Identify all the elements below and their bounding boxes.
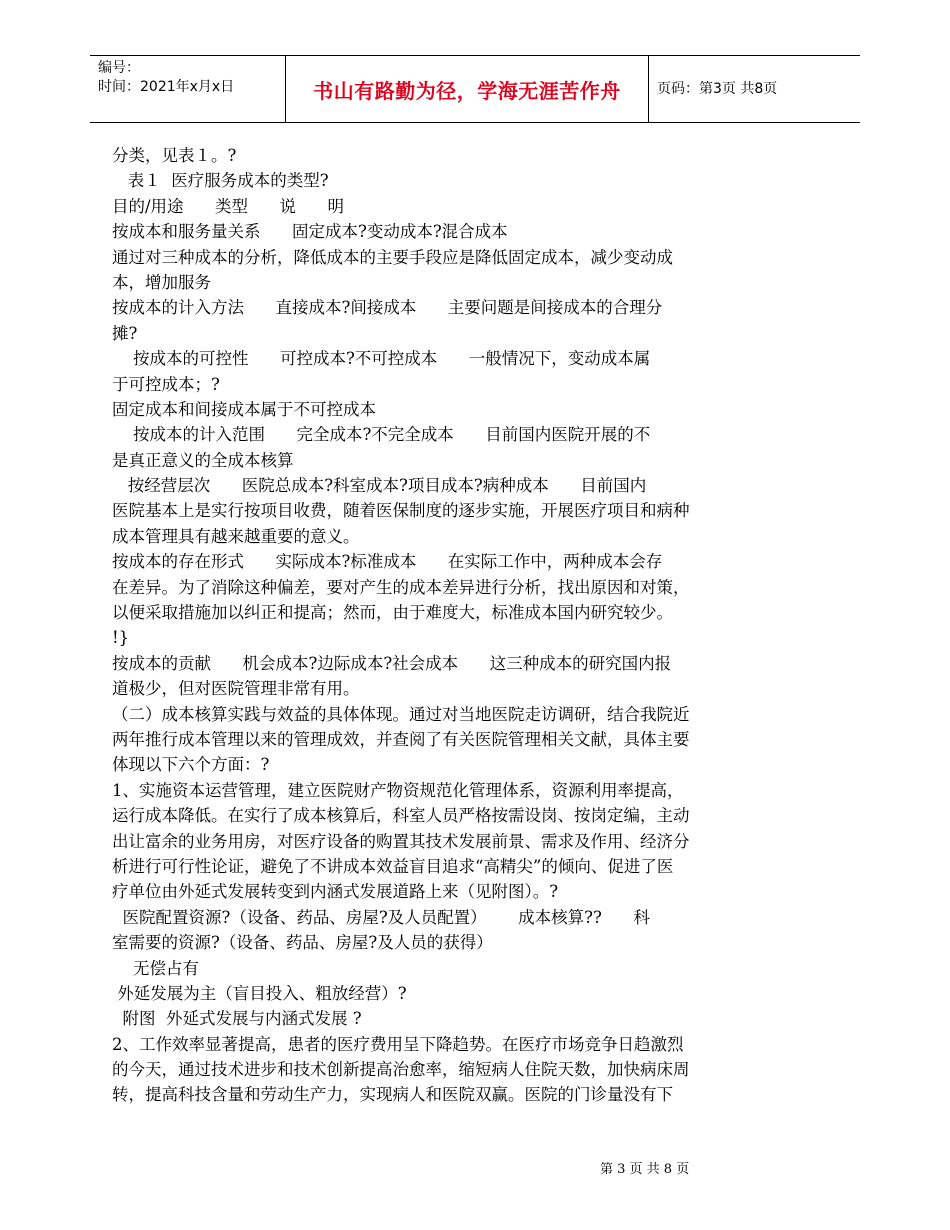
body-text-line: 按成本和服务量关系 固定成本?变动成本?混合成本 [112,222,508,242]
body-text-line: 按成本的计入范围 完全成本?不完全成本 目前国内医院开展的不 [112,425,651,445]
document-number-label: 编号： [98,60,140,76]
header-page-label: 页码：第3页 共8页 [657,81,778,97]
page-header [90,55,860,123]
body-text-line: 2、工作效率显著提高，患者的医疗费用呈下降趋势。在医疗市场竞争日趋激烈 [112,1034,684,1054]
body-text-line: 析进行可行性论证，避免了不讲成本效益盲目追求“高精尖”的倾向、促进了医 [112,856,674,876]
body-text-line: 在差异。为了消除这种偏差，要对产生的成本差异进行分析，找出原因和对策， [112,577,690,597]
body-text-line: 是真正意义的全成本核算 [112,450,294,470]
body-text-line: 体现以下六个方面：? [112,755,270,775]
body-text-line: !} [112,628,130,648]
body-text-line: （二）成本核算实践与效益的具体体现。通过对当地医院走访调研，结合我院近 [112,704,690,724]
header-motto: 书山有路勤为径，学海无涯苦作舟 [313,78,621,103]
body-text-line: 按成本的贡献 机会成本?边际成本?社会成本 这三种成本的研究国内报 [112,653,672,673]
body-text-line: 两年推行成本管理以来的管理成效，并查阅了有关医院管理相关文献，具体主要 [112,729,690,749]
body-text-line: 的今天，通过技术进步和技术创新提高治愈率，缩短病人住院天数，加快病床周 [112,1060,690,1080]
body-text-line: 于可控成本；? [112,374,220,394]
document-body [112,143,772,1108]
body-text-line: 疗单位由外延式发展转变到内涵式发展道路上来（见附图）。? [112,882,559,902]
body-text-line: 室需要的资源?（设备、药品、房屋?及人员的获得） [112,933,493,953]
body-text-line: 无偿占有 [112,958,199,978]
body-text-line: 成本管理具有越来越重要的意义。 [112,526,360,546]
body-text-line: 运行成本降低。在实行了成本核算后，科室人员严格按需设岗、按岗定编，主动 [112,806,690,826]
body-text-line: 本，增加服务 [112,272,211,292]
body-text-line: 道极少，但对医院管理非常有用。 [112,679,360,699]
body-text-line: 通过对三种成本的分析，降低成本的主要手段应是降低固定成本，减少变动成 [112,247,673,267]
body-text-line: 按成本的存在形式 实际成本?标准成本 在实际工作中，两种成本会存 [112,552,663,572]
document-time-label: 时间：2021年x月x日 [98,79,235,95]
body-text-line: 表１ 医疗服务成本的类型? [112,171,329,191]
body-text-line: 按成本的计入方法 直接成本?间接成本 主要问题是间接成本的合理分 [112,298,663,318]
header-motto-cell [285,56,649,122]
body-text-line: 摊? [112,323,138,343]
body-text-line: 目的/用途 类型 说 明 [112,196,344,216]
header-meta [98,59,234,97]
body-text-line: 固定成本和间接成本属于不可控成本 [112,399,376,419]
page-footer: 第 3 页 共 8 页 [600,1162,690,1177]
body-text-line: 出让富余的业务用房，对医疗设备的购置其技术发展前景、需求及作用、经济分 [112,831,690,851]
body-text-line: 附图 外延式发展与内涵式发展 ? [112,1009,362,1029]
body-text-line: 医院配置资源?（设备、药品、房屋?及人员配置） 成本核算?? 科 [112,907,650,927]
body-text-line: 1、实施资本运营管理，建立医院财产物资规范化管理体系，资源利用率提高， [112,780,684,800]
body-text-line: 按经营层次 医院总成本?科室成本?项目成本?病种成本 目前国内 [112,476,647,496]
body-text-line: 医院基本上是实行按项目收费，随着医保制度的逐步实施，开展医疗项目和病种 [112,501,690,521]
body-text-line: 按成本的可控性 可控成本?不可控成本 一般情况下，变动成本属 [112,349,651,369]
body-text-line: 以便采取措施加以纠正和提高；然而，由于难度大，标准成本国内研究较少。 [112,603,673,623]
body-text-line: 分类，见表１。? [112,146,237,165]
body-text-line: 转，提高科技含量和劳动生产力，实现病人和医院双赢。医院的门诊量没有下 [112,1085,673,1105]
body-text-line: 外延发展为主（盲目投入、粗放经营）? [112,983,407,1003]
